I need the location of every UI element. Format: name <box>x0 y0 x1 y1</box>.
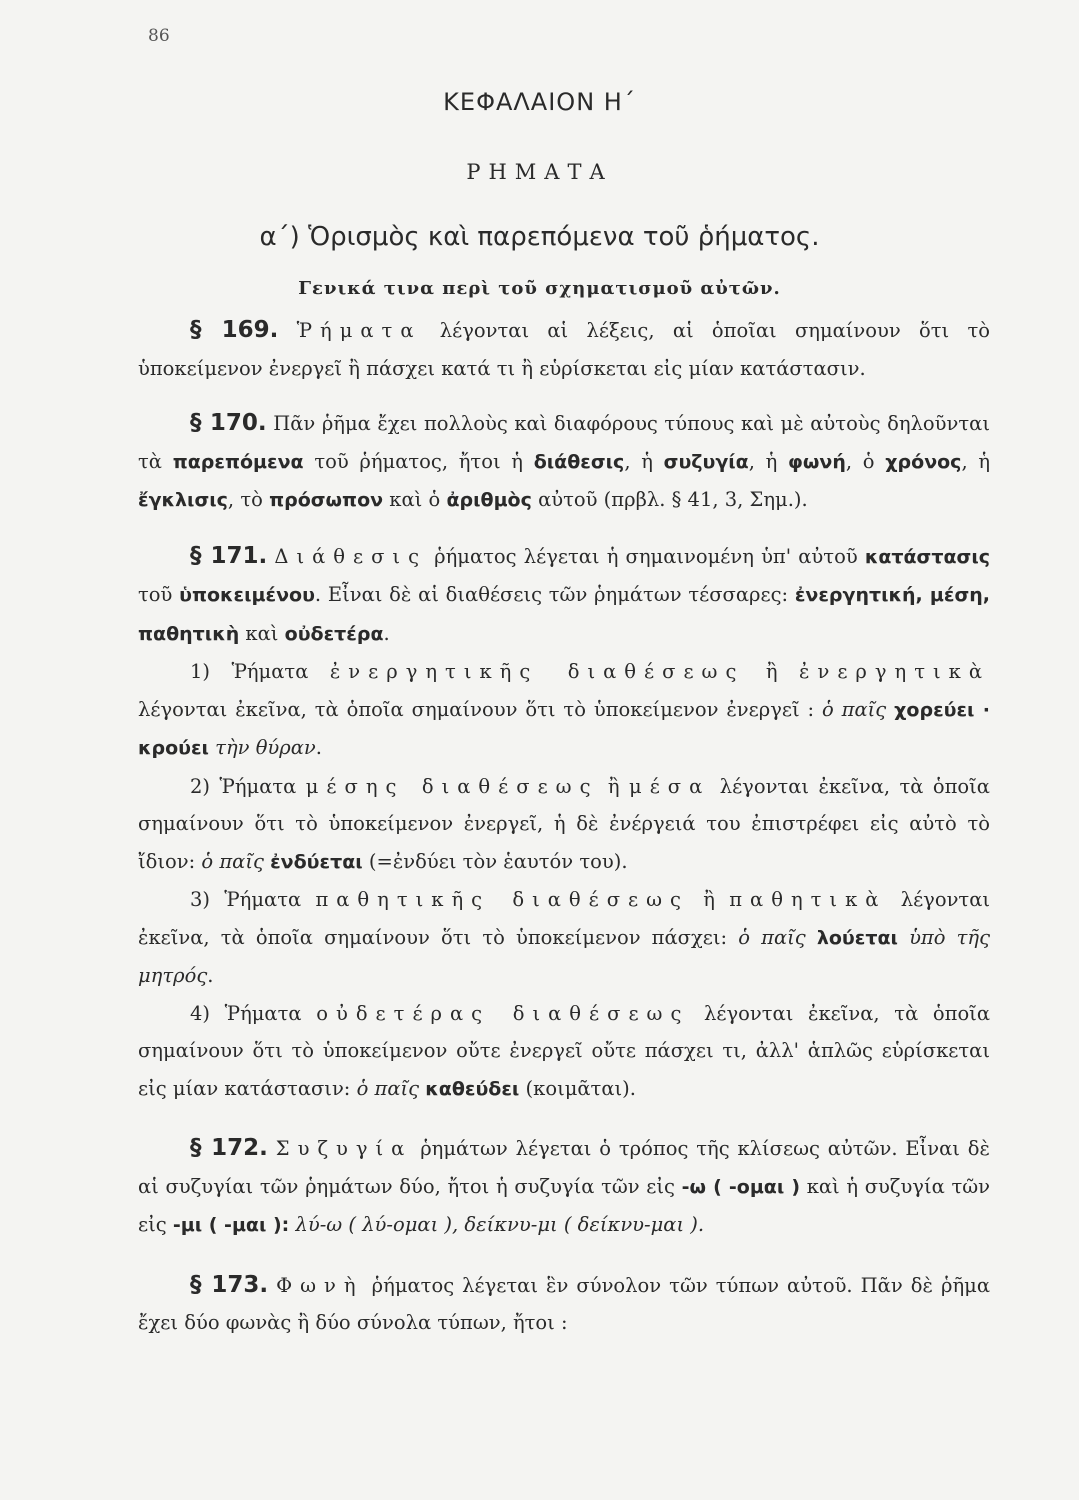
spaced-term: παθητικὰ <box>729 888 887 911</box>
bold-term: οὐδετέρα <box>284 622 384 645</box>
spaced-term: μέσης διαθέσεως <box>305 774 599 798</box>
list-item <box>138 881 990 995</box>
section-number: § 169. <box>190 317 279 343</box>
text-run: αὐτοῦ (πρβλ. § 41, 3, Σημ.). <box>538 488 808 511</box>
text-run: Πᾶν ῥῆμα ἔχει πολλοὺς καὶ διαφόρους τύπους καὶ μὲ αὐτοὺς δηλοῦνται τὰ <box>138 412 990 473</box>
defined-term: Φωνὴ <box>276 1273 364 1297</box>
item-lead: 4) Ῥήματα <box>190 1001 302 1025</box>
text-run: , ὁ <box>845 449 875 473</box>
italic-example: λύ-ω ( λύ-ομαι ), δείκνυ-μι ( δείκνυ-μαι ). <box>295 1213 705 1236</box>
text-run: ἢ <box>765 660 778 683</box>
text-run: τοῦ <box>138 583 173 606</box>
paragraph-172 <box>138 1130 990 1245</box>
bold-term: καθεύδει <box>425 1077 520 1100</box>
bold-term: ὑποκειμένου <box>179 584 315 606</box>
text-run: (κοιμᾶται). <box>525 1076 636 1100</box>
section-number: § 170. <box>190 410 267 436</box>
text-run: τοῦ ῥήματος, ἤτοι ἡ <box>314 449 523 473</box>
italic-example: ὁ παῖς <box>201 849 264 873</box>
bold-term: -ω ( -ομαι ) <box>681 1175 801 1198</box>
page-title: ΡΗΜΑΤΑ <box>466 160 613 184</box>
bold-term: διάθεσις <box>533 450 625 473</box>
text-run: . <box>383 621 390 645</box>
text-run: . Εἶναι δὲ αἱ διαθέσεις τῶν ῥημάτων τέσσαρες: <box>314 583 789 606</box>
text-run: , τὸ <box>227 488 263 511</box>
bold-term: κατάστασις <box>864 545 990 568</box>
list-item <box>138 995 990 1109</box>
text-run: . <box>207 964 214 987</box>
item-lead: 2) Ῥήματα <box>190 774 297 798</box>
text-run: λέγονται ἐκεῖνα, τὰ ὁποῖα σημαίνουν ὅτι τὸ ὑποκείμενον πάσχει: <box>138 888 991 949</box>
bold-term: λούεται <box>816 926 898 949</box>
section-number: § 171. <box>190 542 268 569</box>
spaced-term: ἐνεργητικῆς διαθέσεως <box>329 660 745 683</box>
chapter-heading: ΚΕΦΑΛΑΙΟΝ Η΄ <box>443 88 636 116</box>
bold-term: ἐνεργητική, μέση, παθητικὴ <box>138 584 991 645</box>
section-subsubtitle: Γενικά τινα περὶ τοῦ σχηματισμοῦ αὐτῶν. <box>298 278 781 299</box>
bold-term: φωνή <box>788 450 846 473</box>
bold-term: -μι ( -μαι ): <box>172 1214 290 1236</box>
text-run: καὶ ὁ <box>389 488 441 511</box>
text-run: ἢ <box>607 774 620 798</box>
page-number: 86 <box>148 26 170 46</box>
bold-term: παρεπόμενα <box>172 450 304 473</box>
spaced-term: παθητικῆς διαθέσεως <box>315 888 689 911</box>
italic-example: ὁ παῖς <box>356 1076 420 1100</box>
spaced-term: οὐδετέρας διαθέσεως <box>316 1001 690 1025</box>
bold-term: χορεύει · κρούει <box>138 698 990 759</box>
body-text <box>138 312 990 1342</box>
text-run: ῥημάτων λέγεται ὁ τρόπος τῆς κλίσεως αὐτῶν. Εἶναι δὲ αἱ συζυγίαι τῶν ῥημάτων δύο, ἤτοι ἡ συζυγία τῶν εἰς <box>138 1137 991 1198</box>
bold-term: ἐνδύεται <box>270 850 363 873</box>
bold-term: συζυγία <box>663 450 749 473</box>
text-run: ἢ <box>703 888 715 911</box>
bold-term: πρόσωπον <box>269 489 384 511</box>
list-item <box>138 768 990 882</box>
paragraph-171 <box>138 538 990 654</box>
spaced-term: μέσα <box>629 774 711 798</box>
paragraph-170 <box>138 405 990 520</box>
section-number: § 173. <box>190 1271 269 1298</box>
italic-example: ὁ παῖς <box>738 925 806 949</box>
paragraph-text: λέγονται αἱ λέξεις, αἱ ὁποῖαι σημαίνουν ὅτι τὸ ὑποκείμενον ἐνεργεῖ ἢ πάσχει κατά τι ἢ εὑρίσκεται εἰς μίαν κατάστασιν. <box>138 319 990 380</box>
text-run: λέγονται ἐκεῖνα, τὰ ὁποῖα σημαίνουν ὅτι τὸ ὑποκείμενον οὔτε ἐνεργεῖ οὔτε πάσχει τι, ἀλλ' ἁπλῶς εὑρίσκεται εἰς μίαν κατάστασιν: <box>138 1001 990 1100</box>
spaced-term: ἐνεργητικὰ <box>799 660 991 683</box>
bold-term: χρόνος <box>885 450 962 473</box>
text-run: (=ἐνδύει τὸν ἑαυτόν του). <box>368 849 628 873</box>
bold-term: ἔγκλισις <box>138 489 228 511</box>
text-run: λέγονται ἐκεῖνα, τὰ ὁποῖα σημαίνουν ὅτι τὸ ὑποκείμενον ἐνεργεῖ, ἡ δὲ ἐνέργειά του ἐπιστρέφει εἰς αὐτὸ τὸ ἴδιον: <box>138 774 990 873</box>
paragraph-169 <box>138 312 990 387</box>
bold-term: ἀριθμὸς <box>446 489 532 511</box>
defined-term: Διάθεσις <box>274 544 427 568</box>
item-lead: 1) Ῥήματα <box>190 660 309 683</box>
paragraph-173 <box>138 1267 990 1342</box>
text-run: καὶ ἡ συζυγία τῶν εἰς <box>138 1174 990 1236</box>
text-run: ῥήματος λέγεται ἡ σημαινομένη ὑπ' αὐτοῦ <box>434 544 858 568</box>
italic-example: ὑπὸ τῆς μητρός <box>138 925 990 987</box>
text-run: . <box>315 736 322 759</box>
defined-term: Ῥήματα <box>296 319 422 342</box>
text-run: ῥήματος λέγεται ἓν σύνολον τῶν τύπων αὐτοῦ. Πᾶν δὲ ῥῆμα ἔχει δύο φωνὰς ἢ δύο σύνολα τύπων, ἤτοι : <box>138 1273 991 1334</box>
text-run: , ἡ <box>624 449 653 473</box>
item-lead: 3) Ῥήματα <box>190 888 302 911</box>
defined-term: Συζυγία <box>275 1137 413 1160</box>
italic-example: ὁ παῖς <box>822 697 887 721</box>
text-run: , ἡ <box>748 449 778 473</box>
text-run: λέγονται ἐκεῖνα, τὰ ὁποῖα σημαίνουν ὅτι τὸ ὑποκείμενον ἐνεργεῖ : <box>138 697 815 721</box>
italic-example: τὴν θύραν <box>215 736 316 759</box>
section-number: § 172. <box>190 1135 268 1161</box>
list-item <box>138 653 990 768</box>
text-run: , ἡ <box>961 449 991 473</box>
section-subtitle: α΄) Ὁρισμὸς καὶ παρεπόμενα τοῦ ῥήματος. <box>259 222 820 252</box>
text-run: καὶ <box>245 621 279 645</box>
